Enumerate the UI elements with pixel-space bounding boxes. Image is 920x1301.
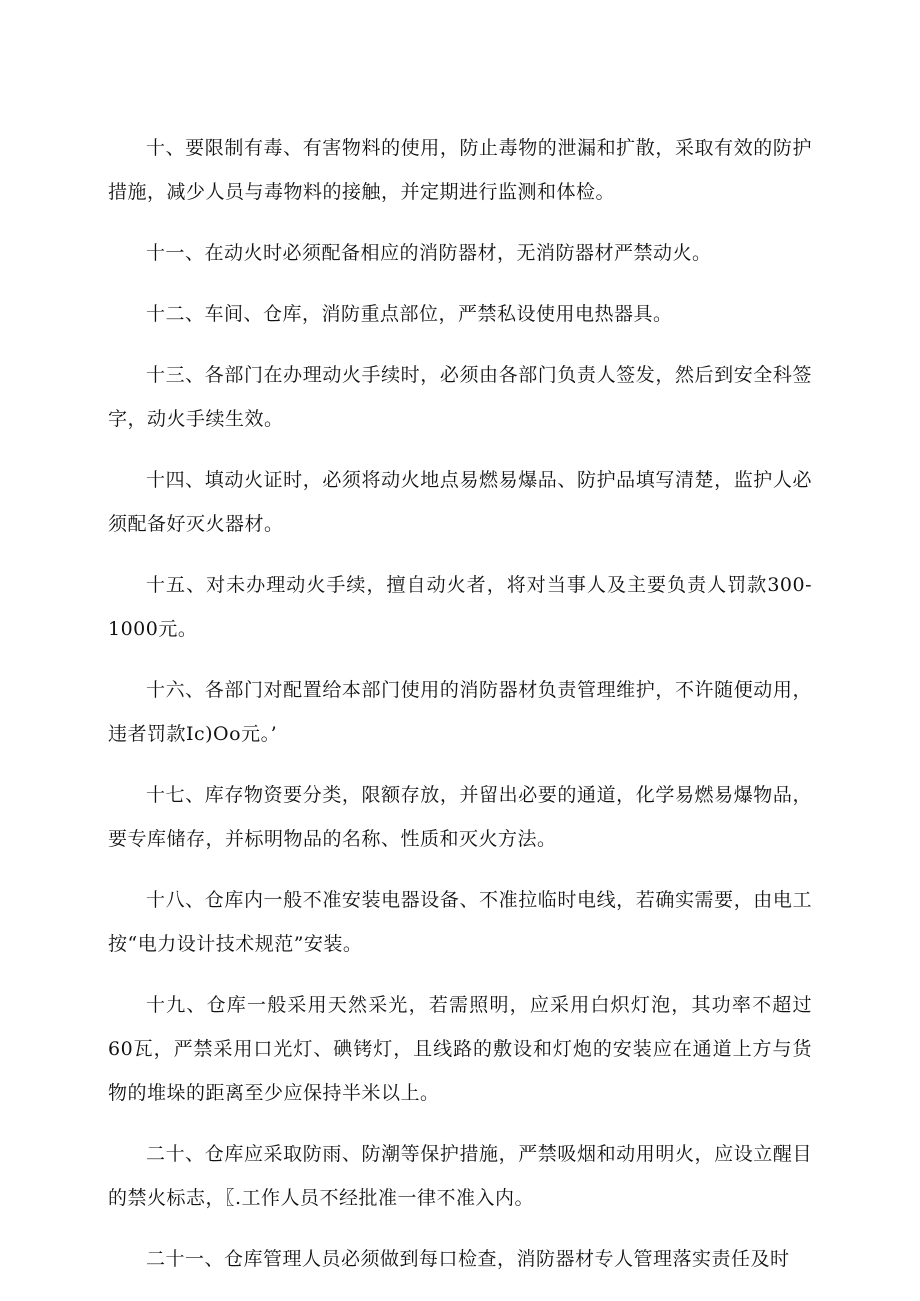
paragraph-16: 十六、各部门对配置给本部门使用的消防器材负责管理维护，不许随便动用，违者罚款Ic)Oo元。’ bbox=[108, 679, 812, 745]
paragraph-12: 十二、车间、仓库，消防重点部位，严禁私设使用电热器具。 bbox=[146, 303, 673, 325]
paragraph-17: 十七、库存物资要分类，限额存放，并留出必要的通道，化学易燃易爆物品，要专库储存，并标明物品的名称、性质和灭火方法。 bbox=[108, 784, 812, 850]
paragraph-14: 十四、填动火证时，必须将动火地点易燃易爆品、防护品填写清楚，监护人必须配备好灭火器材。 bbox=[108, 469, 812, 535]
paragraph-20: 二十、仓库应采取防雨、防潮等保护措施，严禁吸烟和动用明火，应设立醒目的禁火标志，〖.工作人员不经批准一律不准入内。 bbox=[108, 1143, 812, 1209]
paragraph-18: 十八、仓库内一般不准安装电器设备、不准拉临时电线，若确实需要，由电工按“电力设计技术规范”安装。 bbox=[108, 889, 812, 955]
paragraph-21: 二十一、仓库管理人员必须做到每口检查，消防器材专人管理落实责任及时 bbox=[146, 1248, 790, 1270]
paragraph-19: 十九、仓库一般采用天然采光，若需照明，应采用白炽灯泡，其功率不超过60瓦，严禁采用口光灯、碘铐灯，且线路的敷设和灯炮的安装应在通道上方与货物的堆垛的距离至少应保持半米以上。 bbox=[108, 994, 812, 1104]
paragraph-15: 十五、对未办理动火手续，擅自动火者，将对当事人及主要负责人罚款300-1000元。 bbox=[108, 574, 812, 640]
paragraph-10: 十、要限制有毒、有害物料的使用，防止毒物的泄漏和扩散，采取有效的防护措施，减少人员与毒物料的接触，并定期进行监测和体检。 bbox=[108, 137, 812, 203]
paragraph-11: 十一、在动火时必须配备相应的消防器材，无消防器材严禁动火。 bbox=[146, 242, 712, 264]
paragraph-13: 十三、各部门在办理动火手续时，必须由各部门负责人签发，然后到安全科签字，动火手续生效。 bbox=[108, 364, 812, 430]
document-body bbox=[108, 126, 812, 1298]
